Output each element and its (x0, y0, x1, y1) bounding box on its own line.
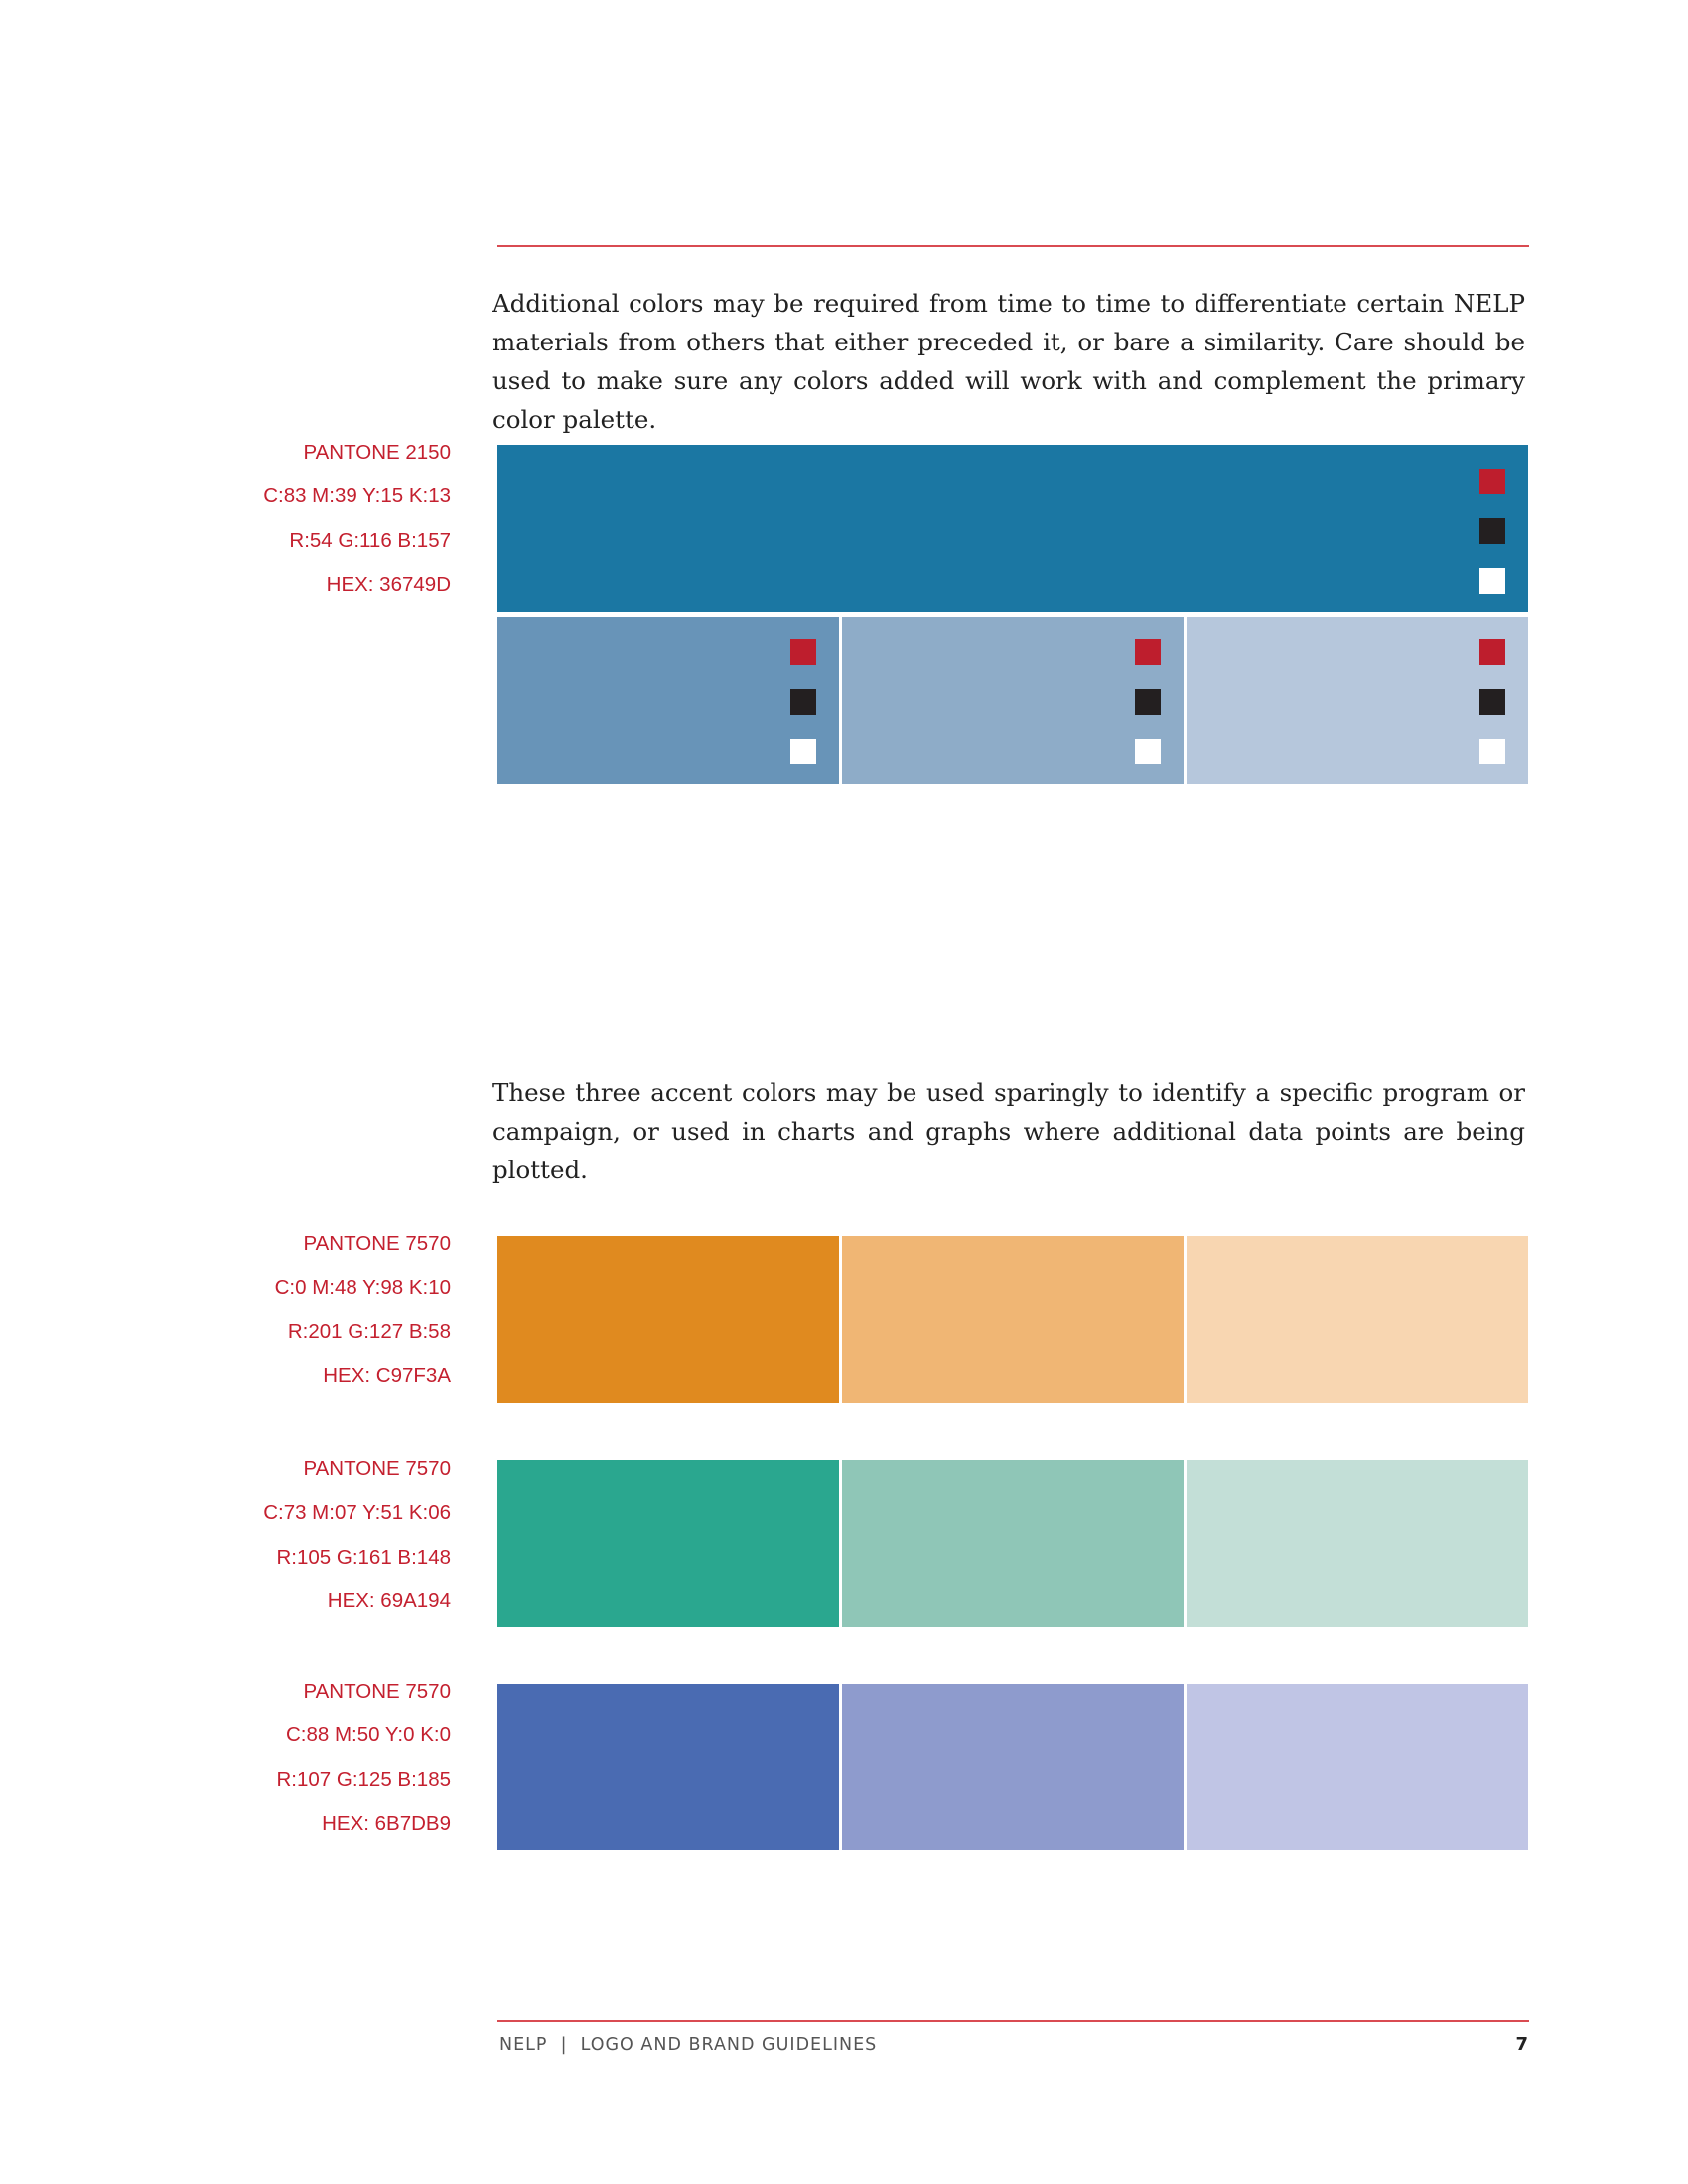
orange-cmyk: C:0 M:48 Y:98 K:10 (274, 1276, 451, 1299)
footer-title: NELP | LOGO AND BRAND GUIDELINES (499, 2035, 878, 2055)
periwinkle-hex: HEX: 6B7DB9 (322, 1811, 451, 1835)
white-indicator-square (1135, 739, 1161, 764)
blue-main-swatch (497, 445, 1528, 612)
footer-rule (497, 2020, 1529, 2022)
black-indicator-square (1135, 689, 1161, 715)
periwinkle-pantone: PANTONE 7570 (303, 1680, 451, 1703)
teal-cmyk: C:73 M:07 Y:51 K:06 (263, 1501, 451, 1525)
orange-rgb: R:201 G:127 B:58 (287, 1319, 451, 1343)
black-indicator-square (1479, 689, 1505, 715)
teal-swatch-full (497, 1460, 839, 1627)
blue-tint-swatch-3 (1187, 617, 1528, 784)
teal-swatch-tint-1 (842, 1460, 1184, 1627)
periwinkle-swatch-full (497, 1684, 839, 1850)
black-indicator-square (1479, 518, 1505, 544)
red-indicator-square (1479, 469, 1505, 494)
red-indicator-square (1479, 639, 1505, 665)
periwinkle-rgb: R:107 G:125 B:185 (276, 1767, 451, 1791)
intro-paragraph: Additional colors may be required from time to time to differentiate certain NELP materials from others that either preceded it, or bare a similarity. Care should be used to make sure any colors added will work with and complement the primary color palette. (492, 289, 1525, 434)
orange-pantone: PANTONE 7570 (303, 1232, 451, 1255)
blue-pantone: PANTONE 2150 (303, 441, 451, 464)
orange-swatch-tint-2 (1187, 1236, 1528, 1403)
orange-swatch-tint-1 (842, 1236, 1184, 1403)
red-indicator-square (790, 639, 816, 665)
header-rule (497, 245, 1529, 247)
teal-spec (153, 1454, 451, 1630)
white-indicator-square (790, 739, 816, 764)
page-number: 7 (1515, 2034, 1528, 2055)
teal-swatch-tint-2 (1187, 1460, 1528, 1627)
blue-spec (153, 438, 451, 614)
blue-cmyk: C:83 M:39 Y:15 K:13 (263, 484, 451, 508)
blue-tint-swatch-1 (497, 617, 839, 784)
orange-swatch-full (497, 1236, 839, 1403)
blue-hex: HEX: 36749D (326, 572, 451, 596)
teal-pantone: PANTONE 7570 (303, 1457, 451, 1480)
black-indicator-square (790, 689, 816, 715)
periwinkle-swatch-tint-1 (842, 1684, 1184, 1850)
blue-tint-swatch-2 (842, 617, 1184, 784)
white-indicator-square (1479, 568, 1505, 594)
teal-hex: HEX: 69A194 (327, 1588, 451, 1612)
periwinkle-cmyk: C:88 M:50 Y:0 K:0 (285, 1723, 451, 1747)
orange-hex: HEX: C97F3A (323, 1363, 451, 1387)
blue-rgb: R:54 G:116 B:157 (289, 528, 451, 552)
periwinkle-spec (153, 1677, 451, 1852)
orange-spec (153, 1229, 451, 1405)
red-indicator-square (1135, 639, 1161, 665)
accent-paragraph: These three accent colors may be used sparingly to identify a specific program or campaign, or used in charts and graphs where additional data points are being plotted. (492, 1078, 1525, 1184)
periwinkle-swatch-tint-2 (1187, 1684, 1528, 1850)
white-indicator-square (1479, 739, 1505, 764)
teal-rgb: R:105 G:161 B:148 (276, 1545, 451, 1569)
